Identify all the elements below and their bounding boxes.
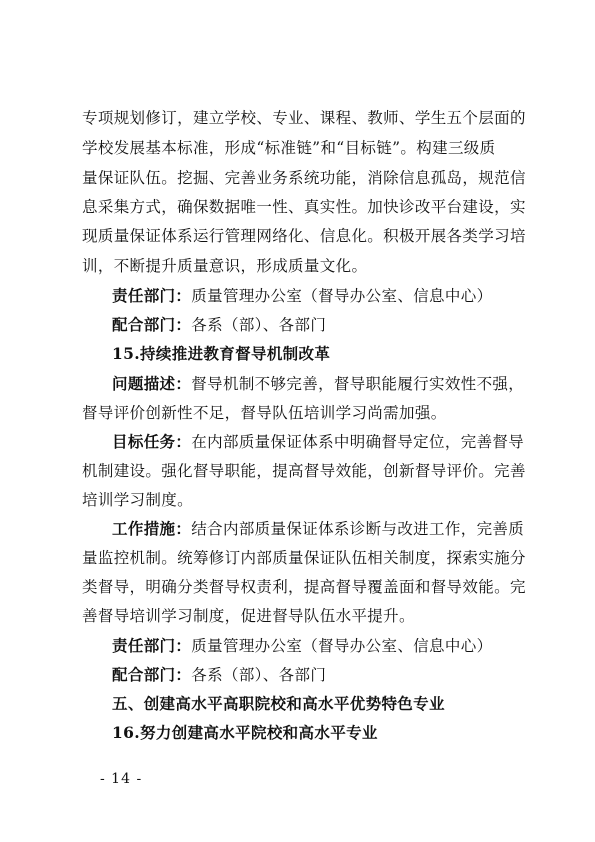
section-heading-16: 16.努力创建高水平院校和高水平专业 (112, 723, 378, 742)
body-text-line: 督导评价创新性不足，督导队伍培训学习尚需加强。 (82, 404, 447, 422)
body-text-line: 类督导，明确分类督导权责利，提高督导覆盖面和督导效能。完 (82, 578, 526, 596)
responsible-value: 质量管理办公室（督导办公室、信息中心） (191, 637, 493, 655)
body-text-line: 量保证队伍。挖掘、完善业务系统功能，消除信息孤岛，规范信 (82, 169, 526, 187)
responsible-department-line (112, 286, 522, 306)
cooperating-value: 各系（部）、各部门 (191, 666, 327, 684)
work-measures-line (112, 519, 525, 539)
goal-task-line (112, 432, 525, 452)
cooperating-department-line (112, 665, 522, 685)
cooperating-label: 配合部门： (112, 665, 192, 684)
responsible-department-line (112, 636, 522, 656)
goal-text: 在内部质量保证体系中明确督导定位，完善督导 (191, 433, 525, 451)
body-text-line: 训，不断提升质量意识，形成质量文化。 (82, 257, 368, 275)
body-text-line: 现质量保证体系运行管理网络化、信息化。积极开展各类学习培 (82, 227, 526, 245)
cooperating-label: 配合部门： (112, 315, 192, 334)
section-heading-5: 五、创建高水平高职院校和高水平优势特色专业 (112, 694, 445, 713)
body-text-line: 量监控机制。统筹修订内部质量保证队伍相关制度，探索实施分 (82, 549, 526, 567)
responsible-label: 责任部门： (112, 636, 192, 655)
page-number: - 14 - (100, 771, 143, 787)
body-text-line: 学校发展基本标准，形成“标准链”和“目标链”。构建三级质 (82, 139, 496, 157)
body-text-line: 培训学习制度。 (82, 491, 193, 509)
responsible-label: 责任部门： (112, 286, 192, 305)
responsible-value: 质量管理办公室（督导办公室、信息中心） (191, 287, 493, 305)
body-text-line: 息采集方式，确保数据唯一性、真实性。加快诊改平台建设，实 (82, 198, 526, 216)
measures-label: 工作措施： (112, 519, 192, 538)
problem-text: 督导机制不够完善，督导职能履行实效性不强， (191, 375, 525, 393)
body-text-line: 机制建设。强化督导职能，提高督导效能，创新督导评价。完善 (82, 462, 526, 480)
cooperating-value: 各系（部）、各部门 (191, 316, 327, 334)
body-text-line: 善督导培训学习制度，促进督导队伍水平提升。 (82, 607, 415, 625)
section-heading-15: 15.持续推进教育督导机制改革 (112, 344, 331, 363)
problem-description-line (112, 374, 525, 394)
goal-label: 目标任务： (112, 432, 192, 451)
problem-label: 问题描述： (112, 374, 192, 393)
cooperating-department-line (112, 315, 522, 335)
body-text-line: 专项规划修订，建立学校、专业、课程、教师、学生五个层面的 (82, 109, 526, 127)
measures-text: 结合内部质量保证体系诊断与改进工作，完善质 (191, 520, 525, 538)
